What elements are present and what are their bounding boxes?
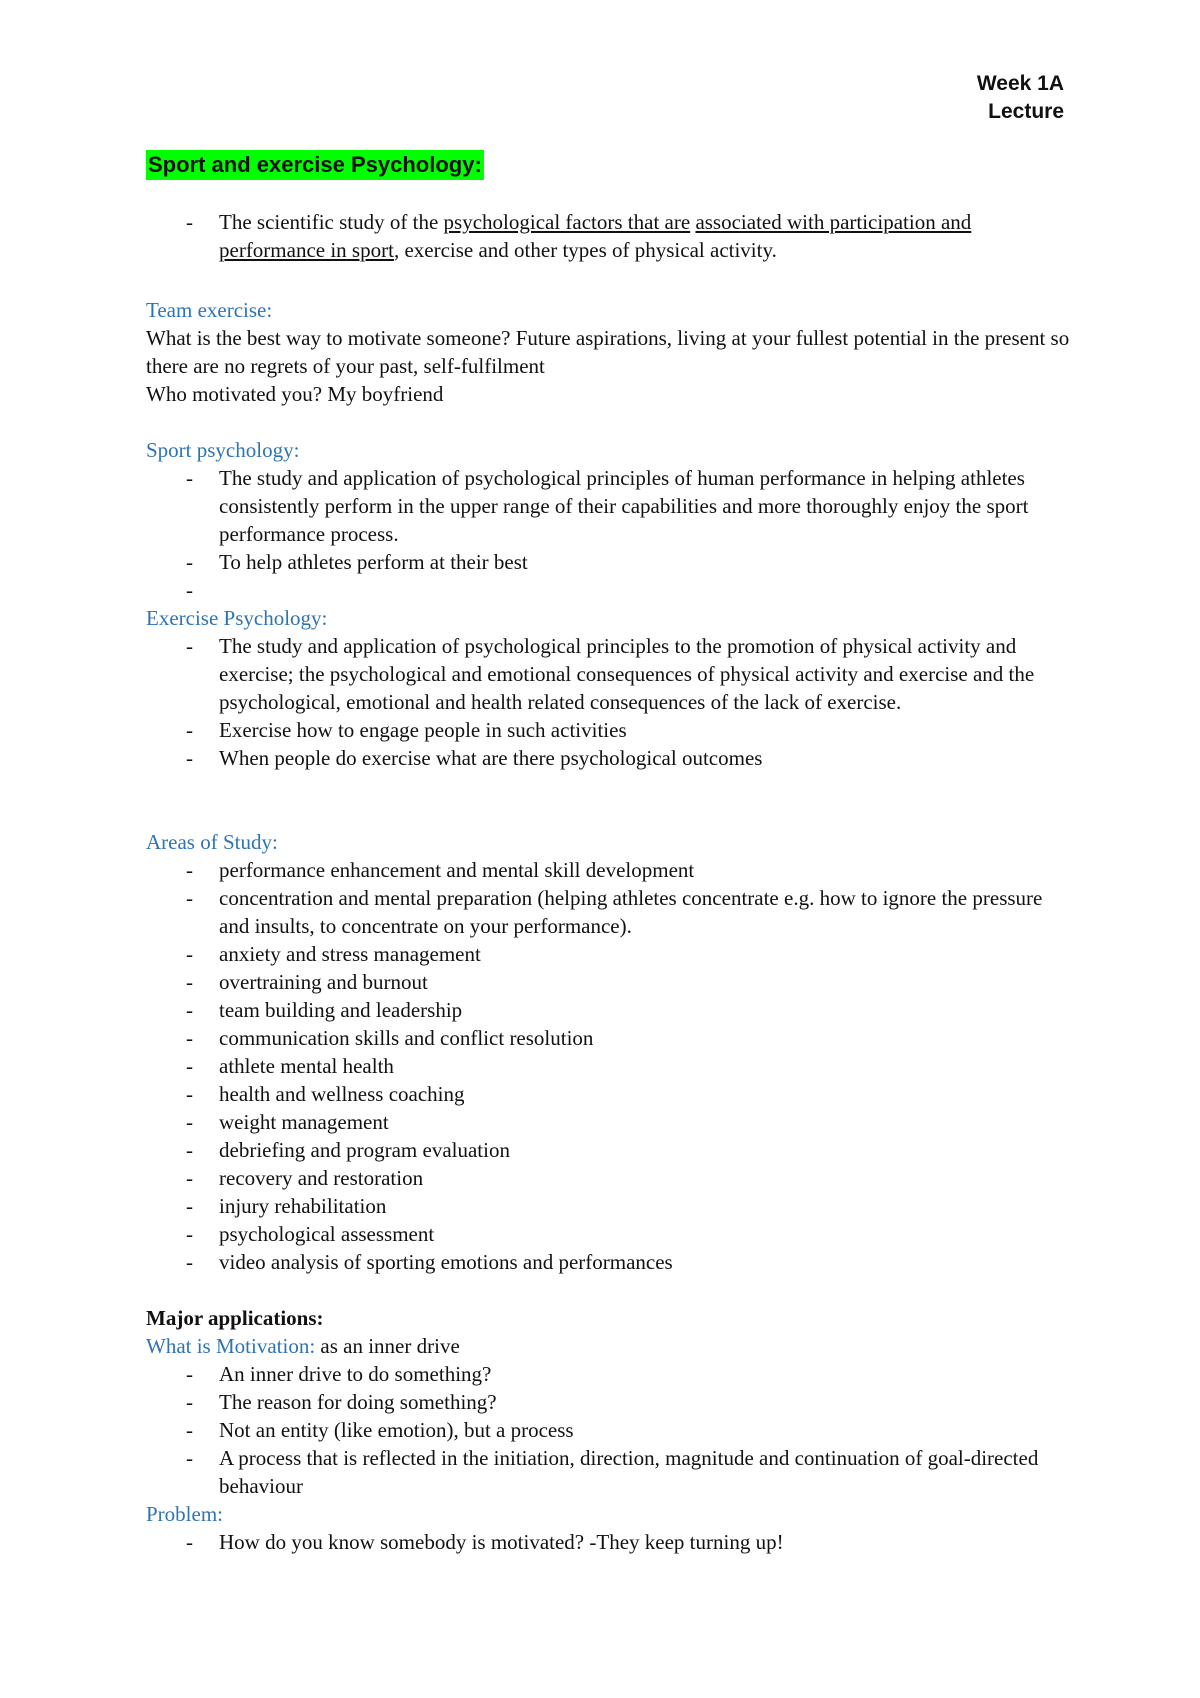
sport-psychology-list: [146, 464, 1076, 604]
intro-section: [146, 208, 1076, 264]
list-item: - athlete mental health: [146, 1052, 1076, 1080]
list-item: - The reason for doing something?: [146, 1388, 1076, 1416]
list-item: - The study and application of psychological principles to the promotion of physical activity and exercise; the psychological and emotional consequences of physical activity and exercise and the psychological, emotional and health related consequences of the lack of exercise.: [146, 632, 1076, 716]
problem-heading: Problem:: [146, 1502, 223, 1526]
list-item: - psychological assessment: [146, 1220, 1076, 1248]
exercise-psychology-heading: Exercise Psychology:: [146, 606, 328, 630]
motivation-label: What is Motivation:: [146, 1334, 316, 1358]
list-item: - recovery and restoration: [146, 1164, 1076, 1192]
document-title: Sport and exercise Psychology:: [146, 150, 484, 180]
week-label: Week 1A: [976, 72, 1064, 95]
list-item: - Exercise how to engage people in such activities: [146, 716, 1076, 744]
intro-text-1: The scientific study of the: [219, 210, 444, 234]
intro-underline-1: psychological factors that are: [443, 210, 691, 234]
sport-psychology-heading: Sport psychology:: [146, 438, 300, 462]
team-exercise-section: [146, 296, 1076, 408]
motivation-text: as an inner drive: [315, 1334, 460, 1358]
intro-list: [146, 208, 1076, 264]
lecture-label: Lecture: [988, 100, 1064, 123]
sport-psychology-section: [146, 436, 1076, 604]
motivation-list: [146, 1360, 1076, 1500]
list-item: [146, 576, 1076, 604]
exercise-psychology-section: [146, 604, 1076, 772]
list-item: - health and wellness coaching: [146, 1080, 1076, 1108]
list-item: - Not an entity (like emotion), but a process: [146, 1416, 1076, 1444]
list-item: - video analysis of sporting emotions and performances: [146, 1248, 1076, 1276]
intro-text-3: , exercise and other types of physical activity.: [393, 238, 777, 262]
motivation-line: [146, 1332, 1076, 1360]
list-item: - performance enhancement and mental skill development: [146, 856, 1076, 884]
problem-list: [146, 1528, 1076, 1556]
list-item: - anxiety and stress management: [146, 940, 1076, 968]
team-exercise-question-1: What is the best way to motivate someone? Future aspirations, living at your fullest potential in the present so there are no regrets of your past, self-fulfilment: [146, 326, 1070, 378]
list-item: - communication skills and conflict resolution: [146, 1024, 1076, 1052]
major-applications-section: [146, 1304, 1076, 1556]
list-item: - team building and leadership: [146, 996, 1076, 1024]
team-exercise-question-2: Who motivated you? My boyfriend: [146, 382, 444, 406]
exercise-psychology-list: [146, 632, 1076, 772]
intro-underline-2: associated with participation and performance in sport: [219, 210, 972, 262]
list-item: - How do you know somebody is motivated? -They keep turning up!: [146, 1528, 1076, 1556]
page-header: [977, 70, 1064, 126]
list-item: - concentration and mental preparation (helping athletes concentrate e.g. how to ignore the pressure and insults, to concentrate on your performance).: [146, 884, 1076, 940]
list-item: - injury rehabilitation: [146, 1192, 1076, 1220]
major-applications-heading: Major applications:: [146, 1306, 324, 1330]
list-item: - When people do exercise what are there psychological outcomes: [146, 744, 1076, 772]
list-item: - overtraining and burnout: [146, 968, 1076, 996]
areas-of-study-list: [146, 856, 1076, 1276]
list-item: - The study and application of psychological principles of human performance in helping athletes consistently perform in the upper range of their capabilities and more thoroughly enjoy the sport performance process.: [146, 464, 1076, 548]
team-exercise-heading: Team exercise:: [146, 298, 273, 322]
list-item: [146, 208, 1076, 264]
list-item: - debriefing and program evaluation: [146, 1136, 1076, 1164]
list-item: - A process that is reflected in the initiation, direction, magnitude and continuation of goal-directed behaviour: [146, 1444, 1076, 1500]
areas-of-study-heading: Areas of Study:: [146, 830, 278, 854]
list-item: - To help athletes perform at their best: [146, 548, 1076, 576]
list-item: - weight management: [146, 1108, 1076, 1136]
areas-of-study-section: [146, 828, 1076, 1276]
list-item: - An inner drive to do something?: [146, 1360, 1076, 1388]
